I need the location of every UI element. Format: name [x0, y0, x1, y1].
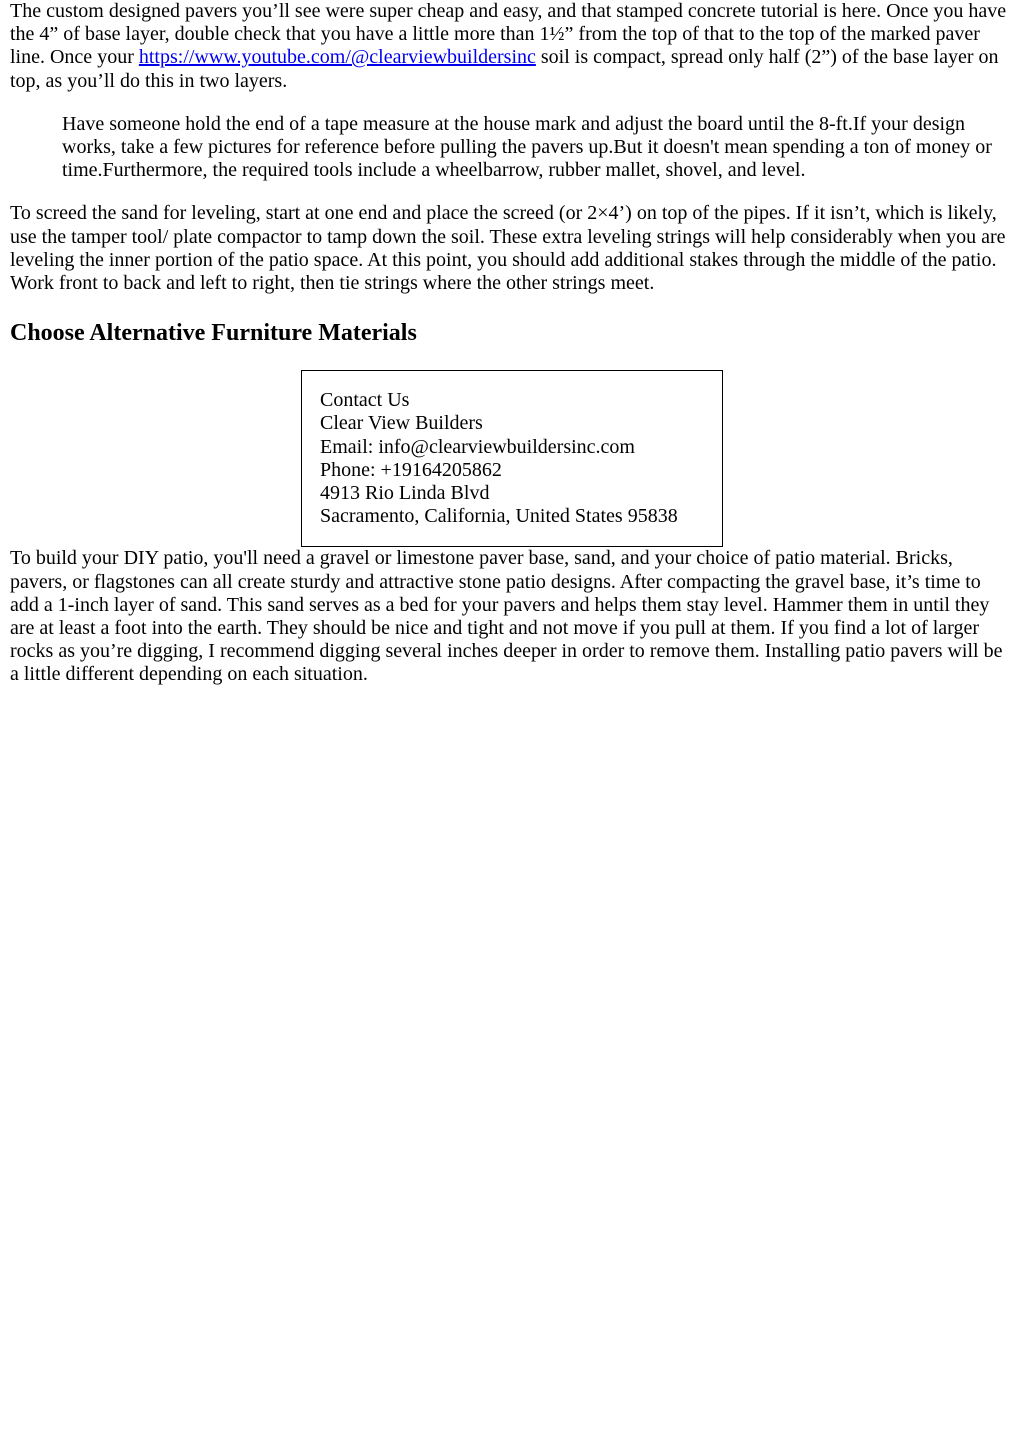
youtube-channel-link[interactable]: https://www.youtube.com/@clearviewbuildersinc: [138, 46, 536, 69]
contact-title: Contact Us: [320, 389, 410, 412]
article-body: [10, 0, 1014, 687]
contact-email: Email: info@clearviewbuildersinc.com: [320, 435, 635, 458]
contact-box: [301, 370, 723, 547]
contact-street: 4913 Rio Linda Blvd: [320, 482, 490, 505]
contact-phone: Phone: +19164205862: [320, 458, 502, 481]
intro-text-after-link: soil is compact, spread only half (2”) of the base layer on top, as you’ll do this in two layers.: [10, 46, 999, 92]
diy-patio-paragraph: To build your DIY patio, you'll need a gravel or limestone paver base, sand, and your choice of patio material. Bricks, pavers, or flagstones can all create sturdy and attractive stone patio designs. After compacting the gravel base, it’s time to add a 1-inch layer of sand. This sand serves as a bed for your pavers and helps them stay level. Hammer them in until they are at least a foot into the earth. They should be nice and tight and not move if you pull at them. If you find a lot of larger rocks as you’re digging, I recommend digging several inches deeper in order to remove them. Installing patio pavers will be a little different depending on each situation.: [10, 547, 1003, 686]
intro-paragraph: [10, 0, 1014, 93]
contact-company: Clear View Builders: [320, 412, 483, 435]
blockquote-paragraph: Have someone hold the end of a tape measure at the house mark and adjust the board until the 8-ft.If your design works, take a few pictures for reference before pulling the pavers up.But it doesn't mean spending a ton of money or time.Furthermore, the required tools include a wheelbarrow, rubber mallet, shovel, and level.: [62, 112, 992, 182]
intro-text-before-link: The custom designed pavers you’ll see were super cheap and easy, and that stamped concrete tutorial is here. Once you have the 4” of base layer, double check that you have a little more than 1½” from the top of that to the top of the marked paver line. Once your: [10, 0, 1007, 69]
contact-city: Sacramento, California, United States 95838: [320, 505, 678, 528]
section-heading: Choose Alternative Furniture Materials: [10, 320, 417, 347]
screed-paragraph: To screed the sand for leveling, start at one end and place the screed (or 2×4’) on top of the pipes. If it isn’t, which is likely, use the tamper tool/ plate compactor to tamp down the soil. These extra leveling strings will help considerably when you are leveling the inner portion of the patio space. At this point, you should add additional stakes through the middle of the patio. Work front to back and left to right, then tie strings where the other strings meet.: [10, 202, 1006, 295]
